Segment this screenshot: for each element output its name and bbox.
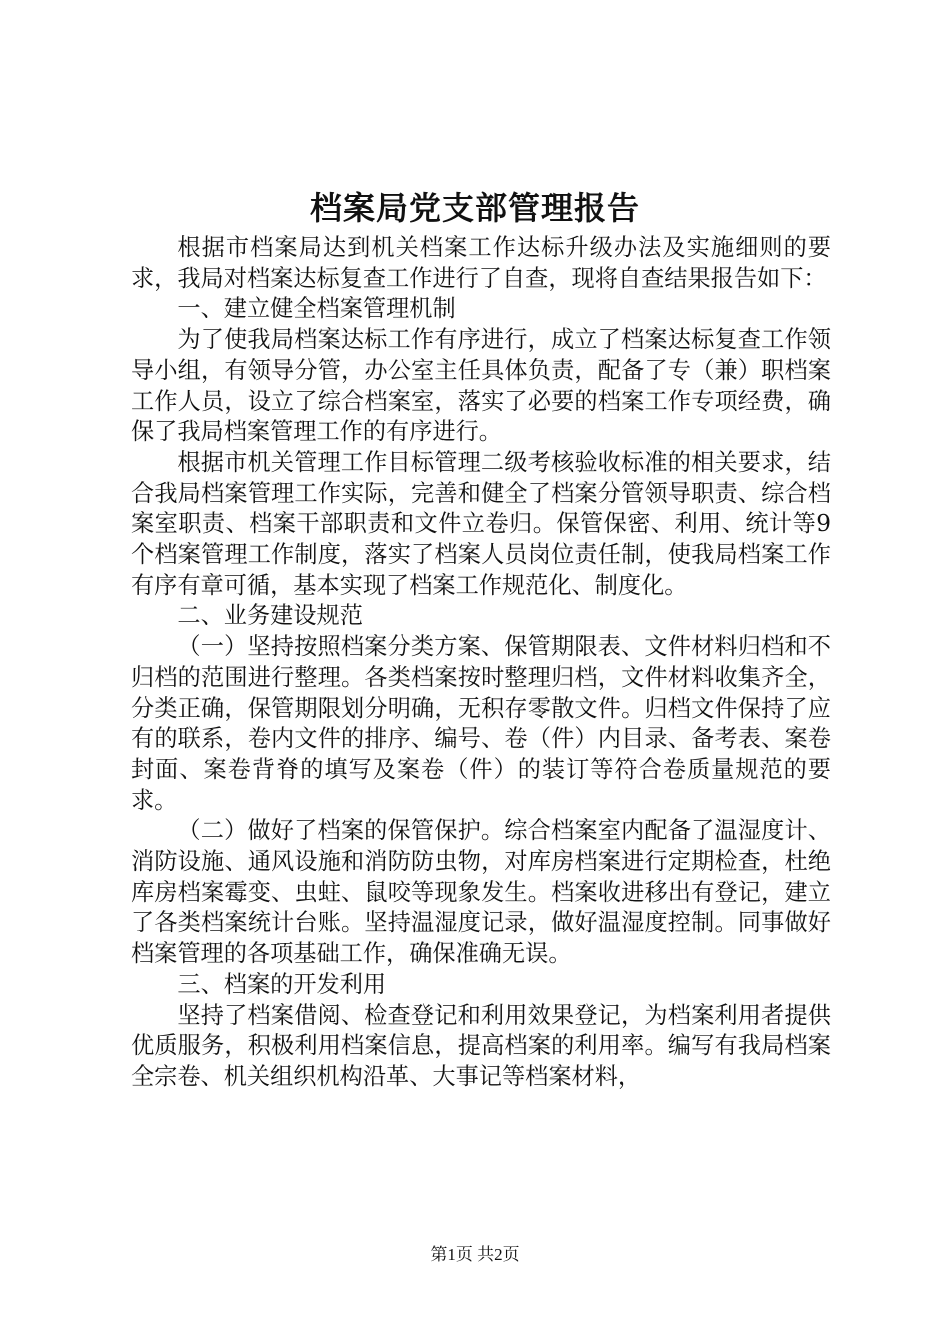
section-heading-3: 三、档案的开发利用 (177, 970, 387, 998)
body-paragraph: （一）坚持按照档案分类方案、保管期限表、文件材料归档和不归档的范围进行整理。各类档案按时整理归档，文件材料收集齐全，分类正确，保管期限划分明确，无积存零散文件。归档文件保持了应有的联系，卷内文件的排序、编号、卷（件）内目录、备考表、案卷封面、案卷背脊的填写及案卷（件）的装订等符合卷质量规范的要求。 (131, 633, 831, 814)
body-paragraph: 为了使我局档案达标工作有序进行，成立了档案达标复查工作领导小组，有领导分管，办公室主任具体负责，配备了专（兼）职档案工作人员，设立了综合档案室，落实了必要的档案工作专项经费，确保了我局档案管理工作的有序进行。 (131, 326, 831, 446)
body-paragraph: 根据市机关管理工作目标管理二级考核验收标准的相关要求，结合我局档案管理工作实际，完善和健全了档案分管领导职责、综合档案室职责、档案干部职责和文件立卷归。保管保密、利用、统计等9个档案管理工作制度，落实了档案人员岗位责任制，使我局档案工作有序有章可循，基本实现了档案工作规范化、制度化。 (131, 448, 831, 599)
section-heading-1: 一、建立健全档案管理机制 (177, 295, 456, 323)
intro-paragraph: 根据市档案局达到机关档案工作达标升级办法及实施细则的要求，我局对档案达标复查工作进行了自查，现将自查结果报告如下： (131, 234, 831, 292)
section-heading-2: 二、业务建设规范 (177, 602, 363, 630)
page-number-footer: 第1页 共2页 (430, 1245, 520, 1264)
body-paragraph: （二）做好了档案的保管保护。综合档案室内配备了温湿度计、消防设施、通风设施和消防防虫物，对库房档案进行定期检查，杜绝库房档案霉变、虫蛀、鼠咬等现象发生。档案收进移出有登记，建立了各类档案统计台账。坚持温湿度记录，做好温湿度控制。同事做好档案管理的各项基础工作，确保准确无误。 (131, 817, 831, 968)
document-body (131, 233, 831, 1093)
document-title: 档案局党支部管理报告 (309, 189, 640, 227)
body-paragraph: 坚持了档案借阅、检查登记和利用效果登记，为档案利用者提供优质服务，积极利用档案信息，提高档案的利用率。编写有我局档案全宗卷、机关组织机构沿革、大事记等档案材料， (131, 1001, 831, 1090)
